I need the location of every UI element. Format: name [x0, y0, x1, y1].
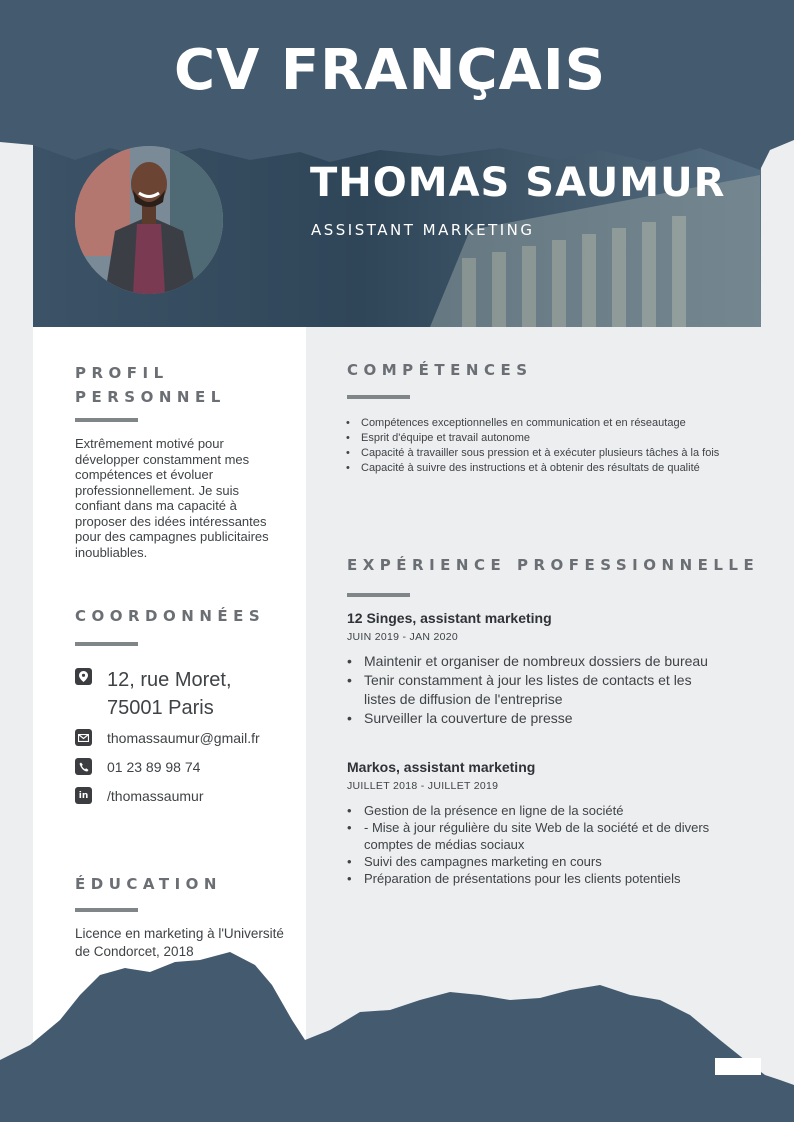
profile-text: Extrêmement motivé pour développer constamment mes compétences et évoluer professionnellement. Je suis confiant dans ma capacité à proposer des idées intéressantes pour des campagnes publicitaires inoubliables.: [75, 436, 269, 560]
phone-icon: [75, 758, 92, 775]
avatar: [75, 146, 223, 294]
job-2-dates: JUILLET 2018 - JUILLET 2019: [347, 780, 499, 792]
page-title: CV FRANÇAIS: [173, 38, 607, 103]
contact-divider: [75, 642, 138, 646]
profile-section-title: PROFIL PERSONNEL: [75, 364, 226, 406]
duty-item: • Gestion de la présence en ligne de la société: [347, 802, 722, 819]
email-text[interactable]: thomassaumur@gmail.fr: [107, 729, 260, 746]
address-line-1: 12, rue Moret,: [107, 669, 232, 691]
linkedin-icon: in: [75, 787, 92, 804]
contact-email[interactable]: [75, 729, 260, 746]
duty-item: • - Mise à jour régulière du site Web de la société et de divers comptes de médias sociaux: [347, 819, 722, 853]
education-divider: [75, 908, 138, 912]
candidate-job-title: ASSISTANT MARKETING: [311, 221, 535, 239]
profile-divider: [75, 418, 138, 422]
person-photo: [75, 146, 223, 294]
job-2-duties: [347, 802, 722, 887]
linkedin-text[interactable]: /thomassaumur: [107, 787, 204, 804]
address-line-2: 75001 Paris: [107, 697, 214, 719]
skill-item: • Compétences exceptionnelles en communication et en réseautage: [346, 416, 724, 431]
envelope-icon: [75, 729, 92, 746]
skills-section-title: COMPÉTENCES: [347, 361, 533, 379]
experience-section-title: EXPÉRIENCE PROFESSIONNELLE: [347, 556, 760, 574]
job-1-duties: [347, 652, 727, 728]
skill-item: • Capacité à suivre des instructions et à obtenir des résultats de qualité: [346, 461, 724, 476]
contact-section-title: COORDONNÉES: [75, 607, 266, 625]
footer-white-tab: [715, 1058, 761, 1075]
skills-divider: [347, 395, 410, 399]
contact-address: [75, 666, 232, 722]
experience-divider: [347, 593, 410, 597]
job-2-title: Markos, assistant marketing: [347, 759, 536, 775]
skill-item: • Esprit d'équipe et travail autonome: [346, 431, 724, 446]
contact-phone[interactable]: [75, 758, 200, 775]
skills-list: [346, 416, 724, 476]
duty-item: • Suivi des campagnes marketing en cours: [347, 853, 722, 870]
footer-mountain-shape: [0, 952, 794, 1122]
education-section-title: ÉDUCATION: [75, 875, 222, 893]
job-1-dates: JUIN 2019 - JAN 2020: [347, 631, 459, 643]
skill-item: • Capacité à travailler sous pression et à exécuter plusieurs tâches à la fois: [346, 446, 724, 461]
duty-item: • Tenir constamment à jour les listes de contacts et les listes de diffusion de l'entreprise: [347, 671, 727, 709]
candidate-name: THOMAS SAUMUR: [310, 160, 726, 206]
duty-item: • Maintenir et organiser de nombreux dossiers de bureau: [347, 652, 727, 671]
duty-item: • Préparation de présentations pour les clients potentiels: [347, 870, 722, 887]
duty-item: • Surveiller la couverture de presse: [347, 709, 727, 728]
job-1-title: 12 Singes, assistant marketing: [347, 610, 552, 626]
phone-text[interactable]: 01 23 89 98 74: [107, 758, 201, 775]
contact-linkedin[interactable]: [75, 787, 203, 804]
education-text: Licence en marketing à l'Université de Condorcet, 2018: [75, 926, 284, 959]
map-marker-icon: [75, 668, 92, 685]
